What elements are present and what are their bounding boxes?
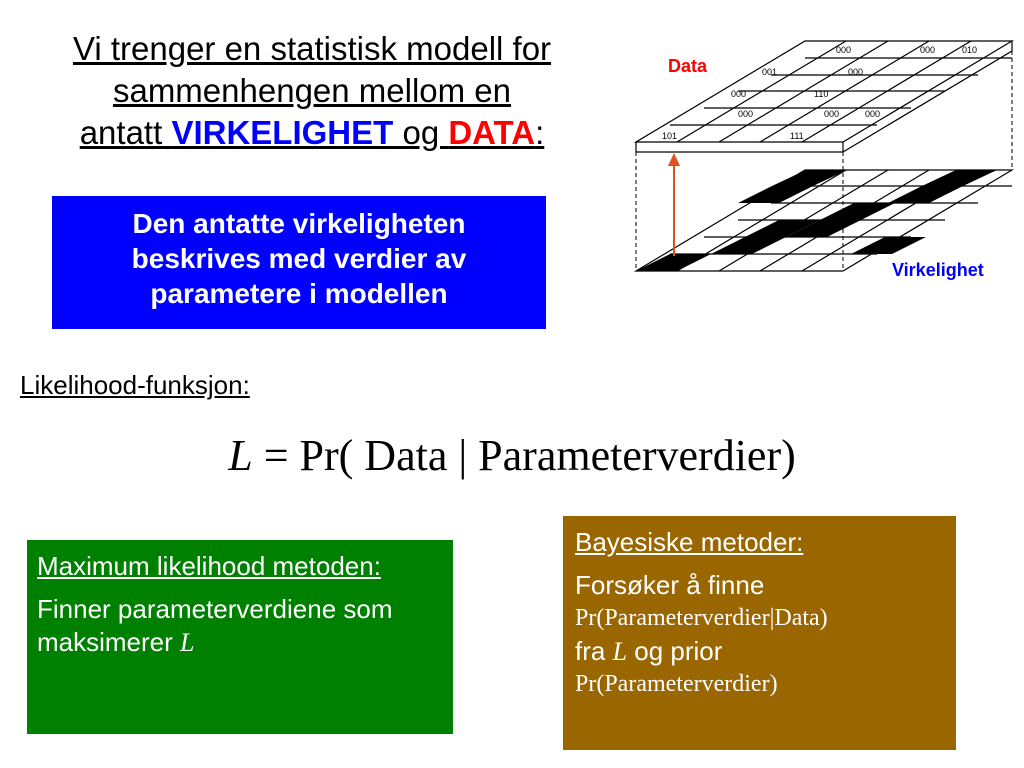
- title-og: og: [402, 114, 449, 151]
- arrow-up-icon: [668, 153, 680, 256]
- ml-L: L: [180, 628, 195, 657]
- likelihood-label: Likelihood-funksjon:: [20, 370, 250, 400]
- likelihood-formula: [0, 430, 1024, 481]
- reality-line-1: Den antatte virkeligheten: [132, 208, 466, 239]
- reality-line-2: beskrives med verdier av: [131, 243, 467, 274]
- cell-label: 000: [824, 109, 840, 119]
- bayes-text-1: Forsøker å finne: [575, 570, 765, 600]
- data-reality-diagram: [0, 0, 1024, 300]
- bayes-fra: fra: [575, 636, 613, 666]
- cell-label: 101: [662, 131, 678, 141]
- cell-label: 000: [731, 89, 747, 99]
- bayes-text-4: Pr(Parameterverdier): [575, 671, 778, 697]
- cell-label: 001: [762, 67, 778, 77]
- ml-heading: Maximum likelihood metoden:: [37, 551, 381, 581]
- cell-label: 000: [920, 45, 936, 55]
- title-prefix: antatt: [79, 114, 172, 151]
- formula-L: L: [228, 431, 253, 480]
- cell-label: 000: [738, 109, 754, 119]
- cell-label: 000: [865, 109, 881, 119]
- cell-label: 110: [814, 89, 829, 99]
- title-colon: :: [535, 114, 545, 151]
- cell-label: 000: [836, 45, 852, 55]
- ml-text: [37, 593, 443, 659]
- ml-box: [27, 540, 453, 734]
- title-line-1: Vi trenger en statistisk modell for: [72, 30, 552, 67]
- cell-label: 010: [962, 45, 978, 55]
- formula-rest: = Pr( Data | Parameterverdier): [252, 431, 796, 480]
- bayes-L: L: [612, 637, 628, 666]
- ml-text-body: Finner parameterverdiene som maksimerer: [37, 594, 393, 657]
- title-virkelighet: VIRKELIGHET: [171, 114, 403, 151]
- virkelighet-label: Virkelighet: [892, 260, 984, 280]
- bayes-text-2: Pr(Parameterverdier|Data): [575, 605, 828, 631]
- title-line-2: sammenhengen mellom en: [112, 72, 512, 109]
- bayes-text-3: [575, 635, 944, 668]
- bayes-box: [563, 516, 956, 750]
- cell-label: 000: [848, 67, 864, 77]
- bayes-og-prior: og prior: [627, 636, 723, 666]
- title-data: DATA: [448, 114, 536, 151]
- cell-label: 111: [790, 131, 804, 141]
- bayes-heading: Bayesiske metoder:: [575, 527, 804, 557]
- data-label: Data: [668, 56, 708, 76]
- reality-line-3: parametere i modellen: [150, 278, 448, 309]
